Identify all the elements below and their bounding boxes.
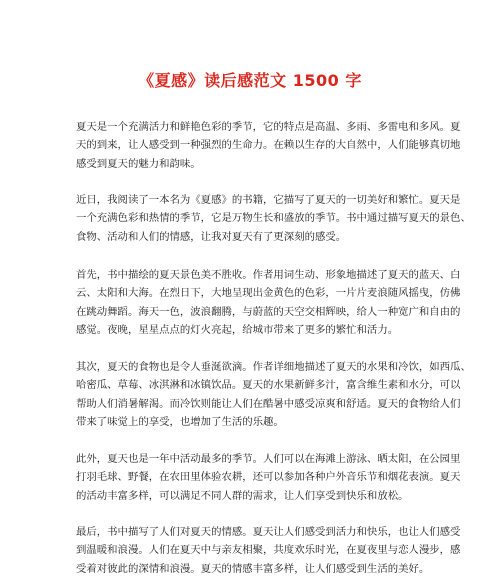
paragraph-line: 在跳动舞蹈。海天一色，波浪翻腾，与蔚蓝的天空交相辉映，给人一种宽广和自由的 xyxy=(76,305,461,318)
paragraph-line: 带来了味觉上的享受，也增加了生活的乐趣。 xyxy=(76,416,284,429)
paragraph-line: 一个充满色彩和热情的季节，它是万物生长和盛放的季节。书中通过描写夏天的景色、 xyxy=(76,212,471,225)
paragraph-2 xyxy=(76,191,471,246)
paragraph-6 xyxy=(76,523,461,578)
paragraph-line: 近日，我阅读了一本名为《夏感》的书籍，它描写了夏天的一切美好和繁忙。夏天是 xyxy=(76,194,461,206)
paragraph-line: 食物、活动和人们的情感，让我对夏天有了更深刻的感受。 xyxy=(76,230,347,243)
paragraph-line: 其次，夏天的食物也是令人垂涎欲滴。作者详细地描述了夏天的水果和冷饮，如西瓜、 xyxy=(76,361,471,373)
paragraph-line: 夏天是一个充满活力和鲜艳色彩的季节，它的特点是高温、多雨、多雷电和多风。夏 xyxy=(76,121,461,133)
paragraph-4 xyxy=(76,358,471,432)
paragraph-line: 哈密瓜、草莓、冰淇淋和冰镇饮品。夏天的水果新鲜多汁，富含维生素和水分，可以 xyxy=(76,379,461,392)
paragraph-line: 首先，书中描绘的夏天景色美不胜收。作者用词生动、形象地描述了夏天的蓝天、白 xyxy=(76,269,461,281)
paragraph-line: 云、太阳和大海。在烈日下，大地呈现出金黄色的色彩，一片片麦浪随风摇曳，仿佛 xyxy=(76,287,461,300)
document-title: 《夏感》读后感范文 1500 字 xyxy=(138,71,362,90)
paragraph-line: 感受到夏天的魅力和韵味。 xyxy=(76,157,201,170)
paragraph-line: 天的到来，让人感受到一种强烈的生命力。在赖以生存的大自然中，人们能够真切地 xyxy=(76,139,461,152)
paragraph-line: 的活动丰富多样，可以满足不同人群的需求，让人们享受到快乐和放松。 xyxy=(76,489,409,502)
paragraph-3 xyxy=(76,266,461,340)
paragraph-line: 最后，书中描写了人们对夏天的情感。夏天让人们感受到活力和快乐，也让人们感受 xyxy=(76,526,461,538)
paragraph-line: 受着对彼此的深情和浪漫。夏天的情感丰富多样，让人们感受到生活的美好。 xyxy=(76,562,430,575)
paragraph-line: 此外，夏天也是一年中活动最多的季节。人们可以在海滩上游泳、晒太阳，在公园里 xyxy=(76,453,461,465)
paragraph-line: 感觉。夜晚，星星点点的灯火亮起，给城市带来了更多的繁忙和活力。 xyxy=(76,324,399,337)
paragraph-1 xyxy=(76,118,461,173)
paragraph-line: 帮助人们消暑解渴。而冷饮则能让人们在酷暑中感受凉爽和舒适。夏天的食物给人们 xyxy=(76,397,461,410)
paragraph-5 xyxy=(76,450,461,505)
paragraph-line: 到温暖和浪漫。人们在夏天中与亲友相聚，共度欢乐时光，在夏夜里与恋人漫步，感 xyxy=(76,544,461,557)
paragraph-line: 打羽毛球、野餐，在农田里体验农耕，还可以参加各种户外音乐节和烟花表演。夏天 xyxy=(76,471,461,484)
